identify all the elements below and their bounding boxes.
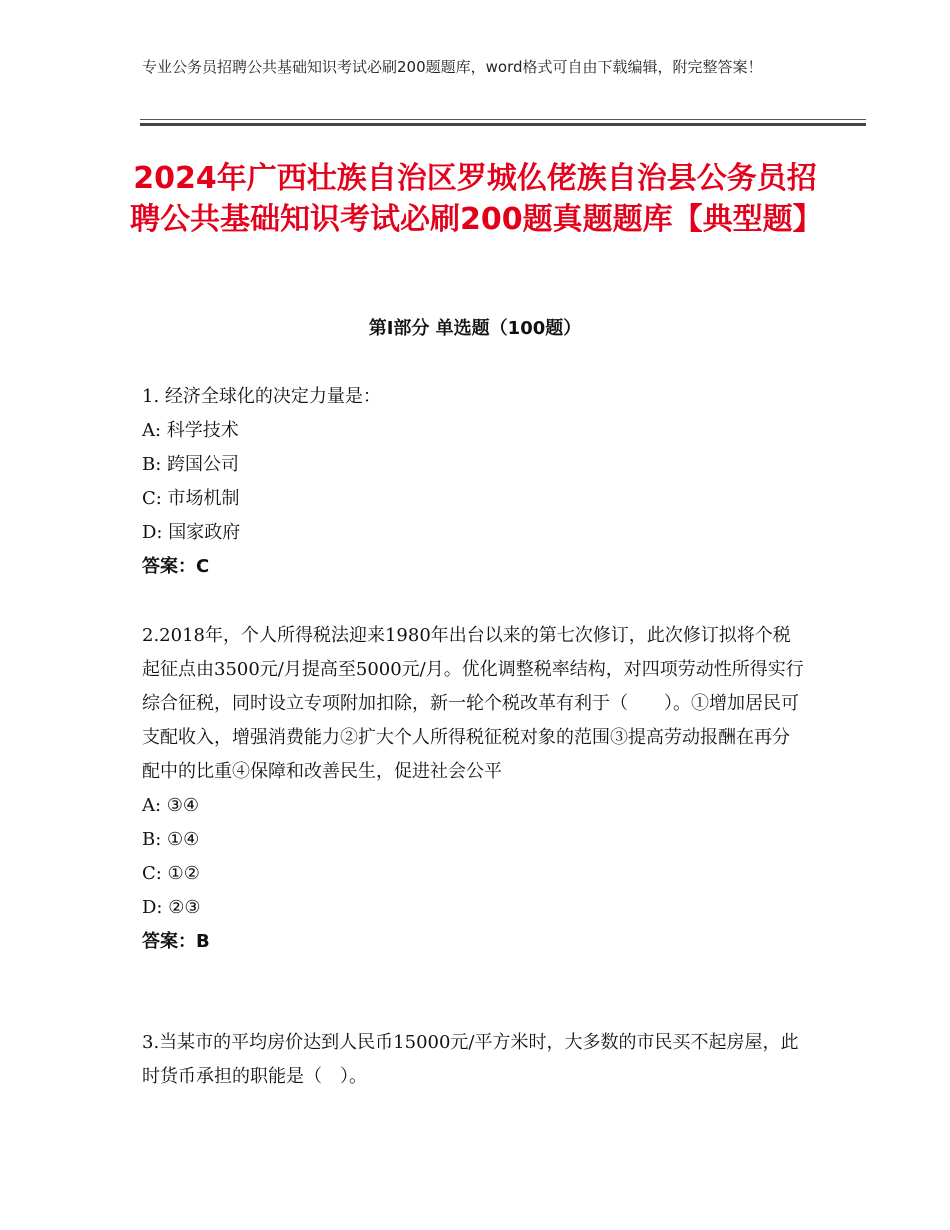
- option-a: A: 科学技术: [142, 420, 239, 441]
- question-1: [142, 380, 807, 584]
- document-title: 2024年广西壮族自治区罗城仫佬族自治县公务员招聘公共基础知识考试必刷200题真题题库【典型题】: [130, 161, 823, 237]
- option-d: D: 国家政府: [142, 522, 241, 543]
- question-3: [142, 1026, 807, 1094]
- header-note: 专业公务员招聘公共基础知识考试必刷200题题库，word格式可自由下载编辑，附完整答案！: [142, 58, 763, 76]
- option-b: B: 跨国公司: [142, 454, 240, 475]
- question-stem: 2.2018年，个人所得税法迎来1980年出台以来的第七次修订，此次修订拟将个税起征点由3500元/月提高至5000元/月。优化调整税率结构，对四项劳动性所得实行综合征税，同时设立专项附加扣除，新一轮个税改革有利于（ ）。①增加居民可支配收入，增强消费能力②扩大个人所得税征税对象的范围③提高劳动报酬在再分配中的比重④保障和改善民生，促进社会公平: [142, 625, 804, 782]
- question-2: [142, 619, 807, 959]
- option-b: B: ①④: [142, 829, 200, 850]
- answer: 答案：B: [142, 931, 210, 952]
- section-heading: 第Ⅰ部分 单选题（100题）: [368, 318, 582, 339]
- option-d: D: ②③: [142, 897, 201, 918]
- option-c: C: ①②: [142, 863, 200, 884]
- header-divider-thin: [140, 119, 866, 120]
- option-c: C: 市场机制: [142, 488, 240, 509]
- answer: 答案：C: [142, 556, 210, 577]
- question-stem: 1. 经济全球化的决定力量是：: [142, 386, 381, 407]
- option-a: A: ③④: [142, 795, 200, 816]
- header-divider-thick: [140, 123, 866, 126]
- question-stem: 3.当某市的平均房价达到人民币15000元/平方米时，大多数的市民买不起房屋，此时货币承担的职能是（ ）。: [142, 1032, 799, 1087]
